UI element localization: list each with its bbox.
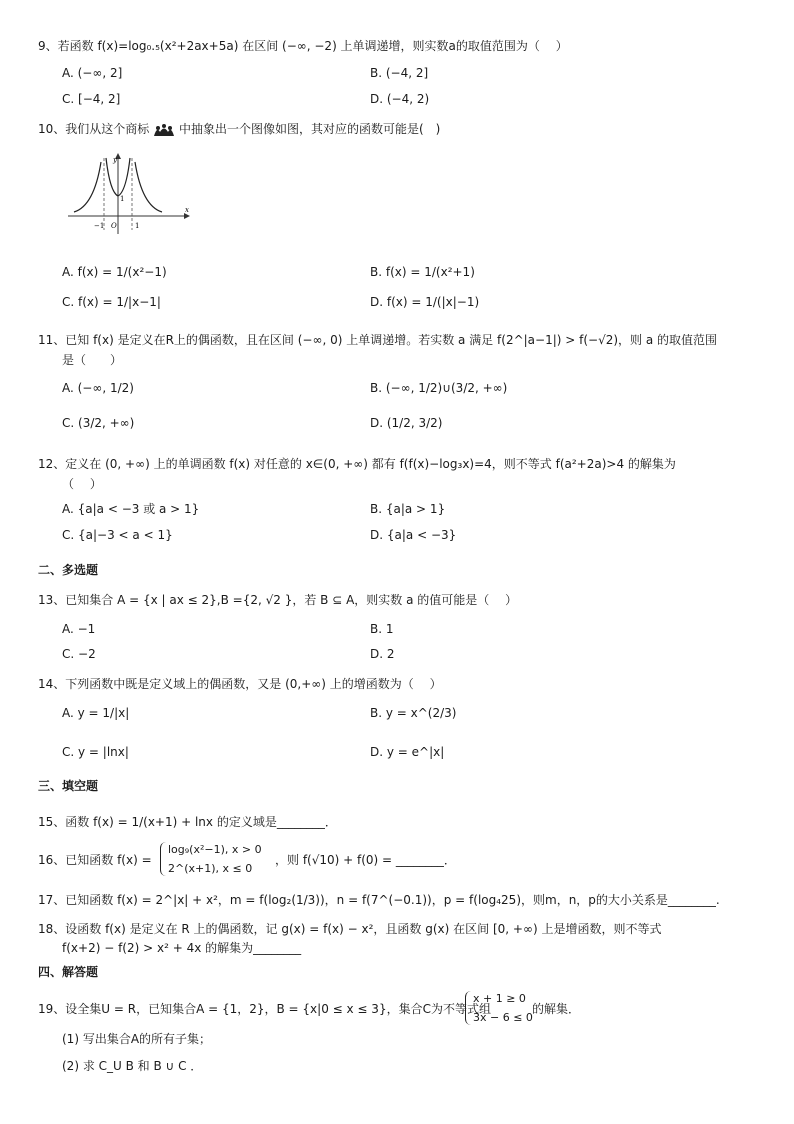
q14-option-d: D. y = e^|x|	[370, 745, 445, 759]
q16-case1: log₉(x²−1), x > 0	[168, 843, 262, 856]
q13-option-d: D. 2	[370, 647, 395, 661]
q13-option-b: B. 1	[370, 622, 394, 636]
q12-option-d: D. {a|a < −3}	[370, 528, 457, 542]
graph-y-label: y	[113, 156, 117, 164]
q18-stem-line1: 18、设函数 f(x) 是定义在 R 上的偶函数，记 g(x) = f(x) − x²，且函数 g(x) 在区间 [0, +∞) 上是增函数，则不等式	[38, 922, 662, 936]
section-solution-heading: 四、解答题	[38, 965, 99, 979]
q13-option-c: C. −2	[62, 647, 96, 661]
graph-origin-label: O	[111, 222, 117, 230]
q19-system-line2: 3x − 6 ≤ 0	[473, 1011, 533, 1024]
q9-option-b: B. (−4, 2]	[370, 66, 429, 80]
q10-option-c: C. f(x) = 1/|x−1|	[62, 295, 161, 309]
q16-stem-pre: 16、已知函数 f(x) =	[38, 853, 152, 867]
q17-stem: 17、已知函数 f(x) = 2^|x| + x²，m = f(log₂(1/3))，n = f(7^(−0.1))，p = f(log₄25)，则m，n，p的大小关系是________.	[38, 893, 720, 907]
q9-option-d: D. (−4, 2)	[370, 92, 430, 106]
q11-stem-line2: 是（ ）	[62, 353, 123, 367]
q15-stem: 15、函数 f(x) = 1/(x+1) + lnx 的定义域是________．	[38, 815, 337, 829]
q10-stem-pre: 10、我们从这个商标	[38, 122, 150, 136]
q19-stem-pre: 19、设全集U = R，已知集合A = {1，2}，B = {x|0 ≤ x ≤ 3}，集合C为不等式组	[38, 1002, 491, 1016]
q10-stem-post: 中抽象出一个图像如图，其对应的函数可能是( )	[179, 122, 441, 136]
q10-option-a: A. f(x) = 1/(x²−1)	[62, 265, 167, 279]
q12-option-c: C. {a|−3 < a < 1}	[62, 528, 173, 542]
q11-option-b: B. (−∞, 1/2)∪(3/2, +∞)	[370, 381, 508, 395]
q14-stem: 14、下列函数中既是定义域上的偶函数，又是 (0,+∞) 上的增函数为（ ）	[38, 677, 442, 691]
q19-brace	[465, 991, 472, 1025]
q16-brace	[160, 842, 167, 876]
q14-option-a: A. y = 1/|x|	[62, 706, 130, 720]
section-fill-in-heading: 三、填空题	[38, 779, 99, 793]
q12-option-b: B. {a|a > 1}	[370, 502, 446, 516]
q9-option-c: C. [−4, 2]	[62, 92, 121, 106]
q11-option-c: C. (3/2, +∞)	[62, 416, 135, 430]
q19-part1: (1) 写出集合A的所有子集；	[62, 1032, 212, 1046]
q11-option-d: D. (1/2, 3/2)	[370, 416, 443, 430]
graph-x-label: x	[185, 206, 189, 214]
q10-option-d: D. f(x) = 1/(|x|−1)	[370, 295, 480, 309]
q19-system-line1: x + 1 ≥ 0	[473, 992, 526, 1005]
graph-y1-label: 1	[120, 195, 125, 203]
q9-option-a: A. (−∞, 2]	[62, 66, 123, 80]
q16-stem-post: ，则 f(√10) + f(0) = ________．	[275, 853, 456, 867]
q18-stem-line2: f(x+2) − f(2) > x² + 4x 的解集为________	[62, 941, 302, 955]
graph-neg1-label: −1	[94, 222, 105, 230]
q13-stem: 13、已知集合 A = {x | ax ≤ 2},B ={2, √2 }，若 B ⊆ A，则实数 a 的值可能是（ ）	[38, 593, 518, 607]
q10-option-b: B. f(x) = 1/(x²+1)	[370, 265, 475, 279]
q19-stem-post: 的解集．	[532, 1002, 581, 1016]
q14-option-c: C. y = |lnx|	[62, 745, 129, 759]
q13-option-a: A. −1	[62, 622, 96, 636]
section-multiple-choice-heading: 二、多选题	[38, 563, 99, 577]
kappa-logo-icon	[153, 123, 175, 137]
q10-function-graph	[66, 152, 190, 236]
q11-stem-line1: 11、已知 f(x) 是定义在R上的偶函数，且在区间 (−∞, 0) 上单调递增。若实数 a 满足 f(2^|a−1|) > f(−√2)，则 a 的取值范围	[38, 333, 718, 347]
q14-option-b: B. y = x^(2/3)	[370, 706, 457, 720]
q19-part2: (2) 求 C_U B 和 B ∪ C ．	[62, 1059, 203, 1073]
q12-option-a: A. {a|a < −3 或 a > 1}	[62, 502, 200, 516]
q16-case2: 2^(x+1), x ≤ 0	[168, 862, 253, 875]
q9-stem: 9、若函数 f(x)=log₀.₅(x²+2ax+5a) 在区间 (−∞, −2) 上单调递增，则实数a的取值范围为（ ）	[38, 39, 568, 53]
graph-1-label: 1	[135, 222, 140, 230]
q12-stem-line2: （ ）	[62, 477, 102, 491]
q12-stem-line1: 12、定义在 (0, +∞) 上的单调函数 f(x) 对任意的 x∈(0, +∞) 都有 f(f(x)−log₃x)=4，则不等式 f(a²+2a)>4 的解集为	[38, 457, 676, 471]
q11-option-a: A. (−∞, 1/2)	[62, 381, 134, 395]
